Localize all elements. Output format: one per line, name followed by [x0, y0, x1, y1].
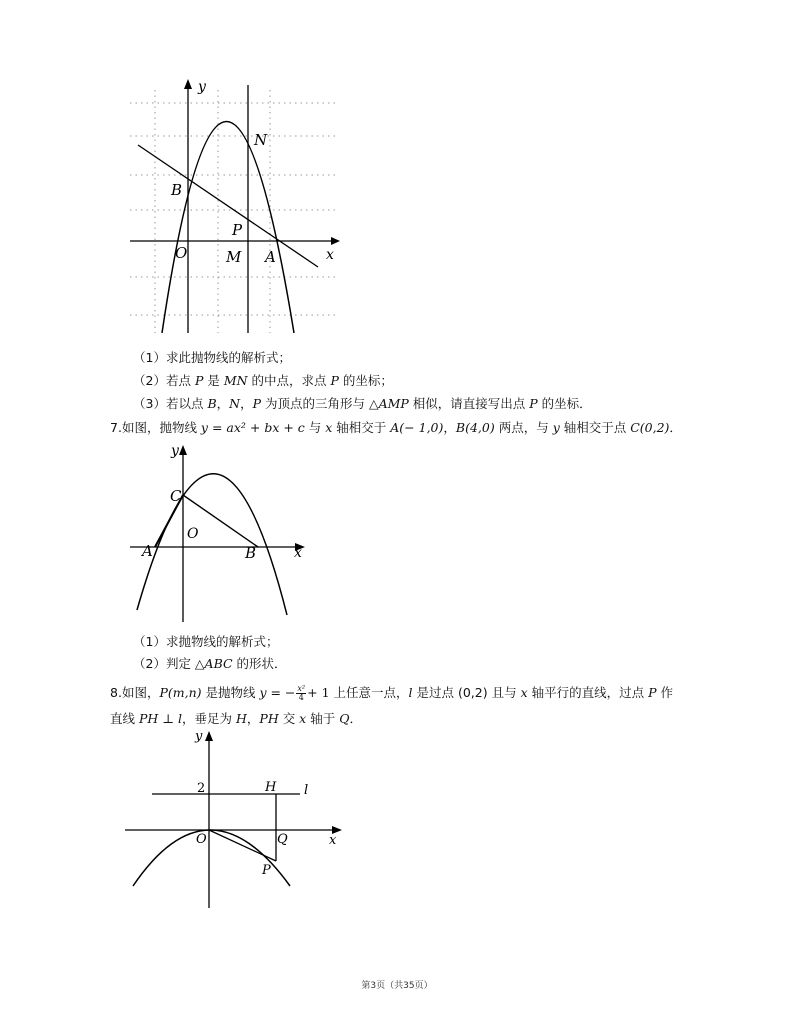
- fig1-label-a: A: [265, 248, 276, 266]
- fig3-label-y: y: [195, 729, 203, 744]
- fig1-label-p: P: [232, 221, 243, 239]
- q6-part2: （2）若点 P 是 MN 的中点，求点 P 的坐标；: [133, 373, 393, 388]
- q8-stem-line1: 8.如图，P(m,n) 是抛物线 y = − $\frac{\text{x²}}{4}$ + 1 上任意一点，l 是过点 (0,2) 且与 x 轴平行的直线，过点 P 作: [110, 684, 673, 702]
- fig3-label-l: l: [304, 783, 309, 798]
- fig3-label-x: x: [329, 833, 337, 848]
- figure-parabola-phq: [120, 728, 350, 910]
- q8-fraction: $\frac{\text{x²}}{4}$: [297, 684, 306, 702]
- q7-part1: （1）求抛物线的解析式；: [133, 634, 279, 649]
- fig2-label-y: y: [171, 443, 179, 459]
- fig2-label-c: C: [170, 487, 182, 505]
- fig1-label-y: y: [198, 79, 206, 95]
- q7-stem: 7.如图，抛物线 y = ax² + bx + c 与 x 轴相交于 A(− 1,0)，B(4,0) 两点，与 y 轴相交于点 C(0,2)．: [110, 420, 682, 435]
- q6-part3: （3）若以点 B，N，P 为顶点的三角形与 △AMP 相似，请直接写出点 P 的坐标．: [133, 396, 592, 411]
- q8-stem-line2: 直线 PH ⊥ l，垂足为 H，PH 交 x 轴于 Q．: [110, 711, 362, 726]
- fig3-label-q: Q: [277, 832, 288, 847]
- fig1-label-x: x: [326, 247, 334, 263]
- fig3-label-o: O: [196, 832, 207, 847]
- fig2-label-b: B: [245, 544, 257, 562]
- q7-part2: （2）判定 △ABC 的形状．: [133, 656, 287, 671]
- fig2-label-a: A: [142, 542, 153, 560]
- fig1-label-b: B: [171, 181, 183, 199]
- fig3-label-p: P: [262, 863, 271, 878]
- fig1-label-n: N: [254, 131, 268, 149]
- q6-part1: （1）求此抛物线的解析式；: [133, 350, 291, 365]
- fig3-label-2: 2: [197, 781, 206, 796]
- fig1-label-m: M: [226, 248, 242, 266]
- fig2-label-x: x: [294, 545, 302, 561]
- figure-parabola-mn: [120, 75, 350, 337]
- fig3-label-h: H: [265, 780, 277, 795]
- figure-parabola-abc: [125, 440, 310, 625]
- fig1-label-o: O: [175, 244, 188, 262]
- page-footer: 第3页（共35页）: [361, 981, 433, 991]
- fig2-label-o: O: [187, 526, 199, 542]
